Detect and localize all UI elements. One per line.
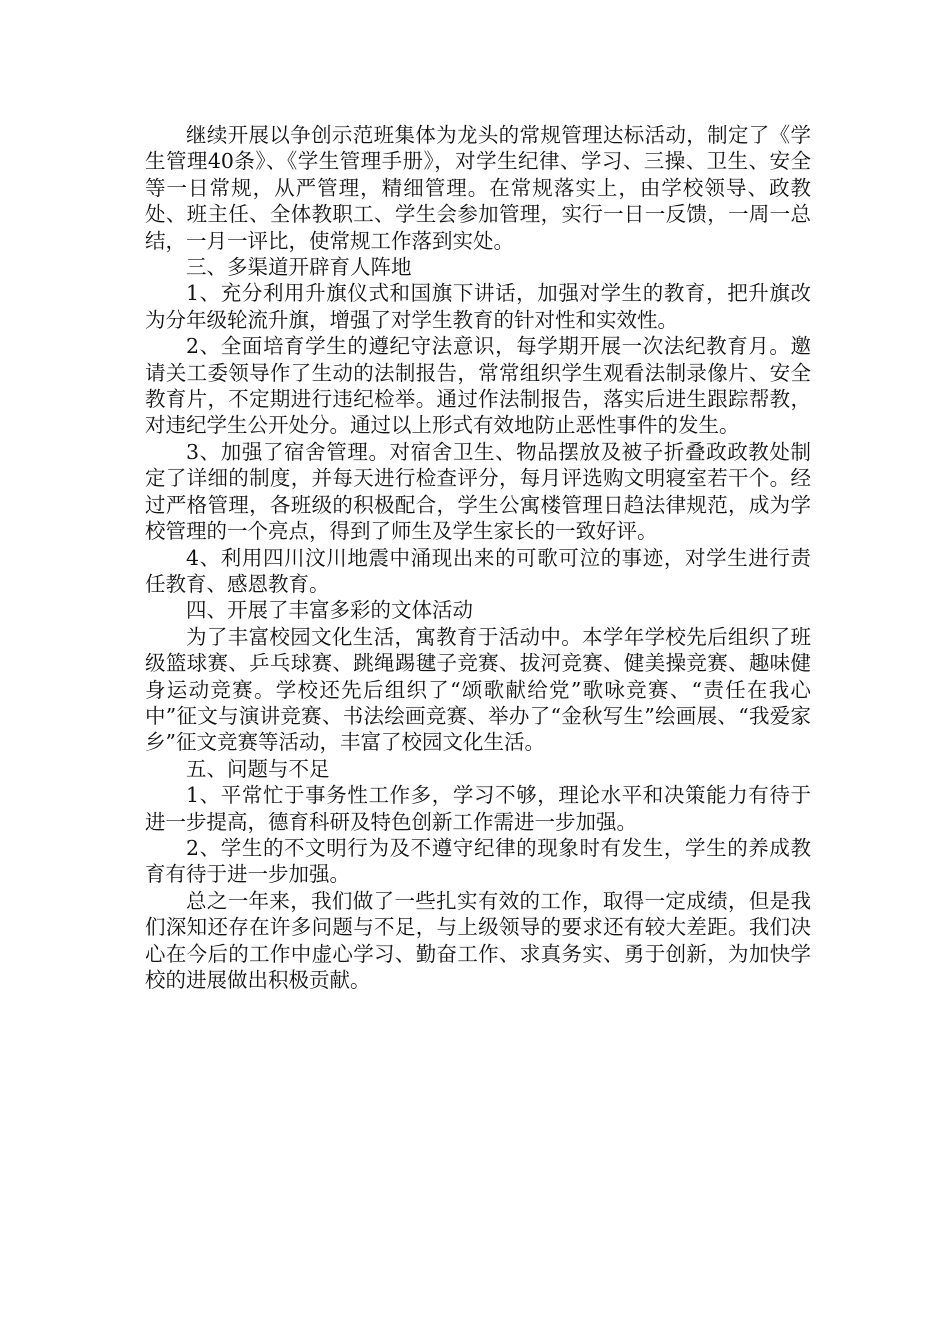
paragraph-legal-education: 2、全面培育学生的遵纪守法意识，每学期开展一次法纪教育月。邀请关工委领导作了生动的法制报告，常常组织学生观看法制录像片、安全教育片，不定期进行违纪检举。通过作法制报告，落实后进生跟踪帮教，对违纪学生公开处分。通过以上形式有效地防止恶性事件的发生。 [145,334,811,438]
paragraph-cultural-activities: 为了丰富校园文化生活，寓教育于活动中。本学年学校先后组织了班级篮球赛、乒乓球赛、跳绳踢毽子竞赛、拔河竞赛、健美操竞赛、趣味健身运动竞赛。学校还先后组织了“颂歌献给党”歌咏竞赛、“责任在我心中”征文与演讲竞赛、书法绘画竞赛、举办了“金秋写生”绘画展、“我爱家乡”征文竞赛等活动，丰富了校园文化生活。 [145,624,811,755]
paragraph-dorm-management: 3、加强了宿舍管理。对宿舍卫生、物品摆放及被子折叠政政教处制定了详细的制度，并每天进行检查评分，每月评选购文明寝室若干个。经过严格管理，各班级的积极配合，学生公寓楼管理日趋法律规范，成为学校管理的一个亮点，得到了师生及学生家长的一致好评。 [145,439,811,544]
paragraph-earthquake-education: 4、利用四川汶川地震中涌现出来的可歌可泣的事迹，对学生进行责任教育、感恩教育。 [145,545,811,596]
paragraph-problem-2: 2、学生的不文明行为及不遵守纪律的现象时有发生，学生的养成教育有待于进一步加强。 [145,835,811,887]
section-heading-4: 四、开展了丰富多彩的文体活动 [186,598,473,623]
paragraph-routine-management: 继续开展以争创示范班集体为龙头的常规管理达标活动，制定了《学生管理40条》、《学生管理手册》，对学生纪律、学习、三操、卫生、安全等一日常规，从严管理，精细管理。在常规落实上，由学校领导、政教处、班主任、全体教职工、学生会参加管理，实行一日一反馈，一周一总结，一月一评比，使常规工作落到实处。 [145,123,811,253]
section-heading-3: 三、多渠道开辟育人阵地 [186,255,412,280]
paragraph-conclusion: 总之一年来，我们做了一些扎实有效的工作，取得一定成绩，但是我们深知还存在许多问题与不足，与上级领导的要求还有较大差距。我们决心在今后的工作中虚心学习、勤奋工作、求真务实、勇于创新，为加快学校的进展做出积极贡献。 [145,888,811,992]
section-heading-5: 五、问题与不足 [186,756,330,781]
document-body [145,122,811,993]
paragraph-problem-1: 1、平常忙于事务性工作多，学习不够，理论水平和决策能力有待于进一步提高，德育科研及特色创新工作需进一步加强。 [145,783,811,834]
paragraph-flag-ceremony: 1、充分利用升旗仪式和国旗下讲话，加强对学生的教育，把升旗改为分年级轮流升旗，增强了对学生教育的针对性和实效性。 [145,281,811,332]
